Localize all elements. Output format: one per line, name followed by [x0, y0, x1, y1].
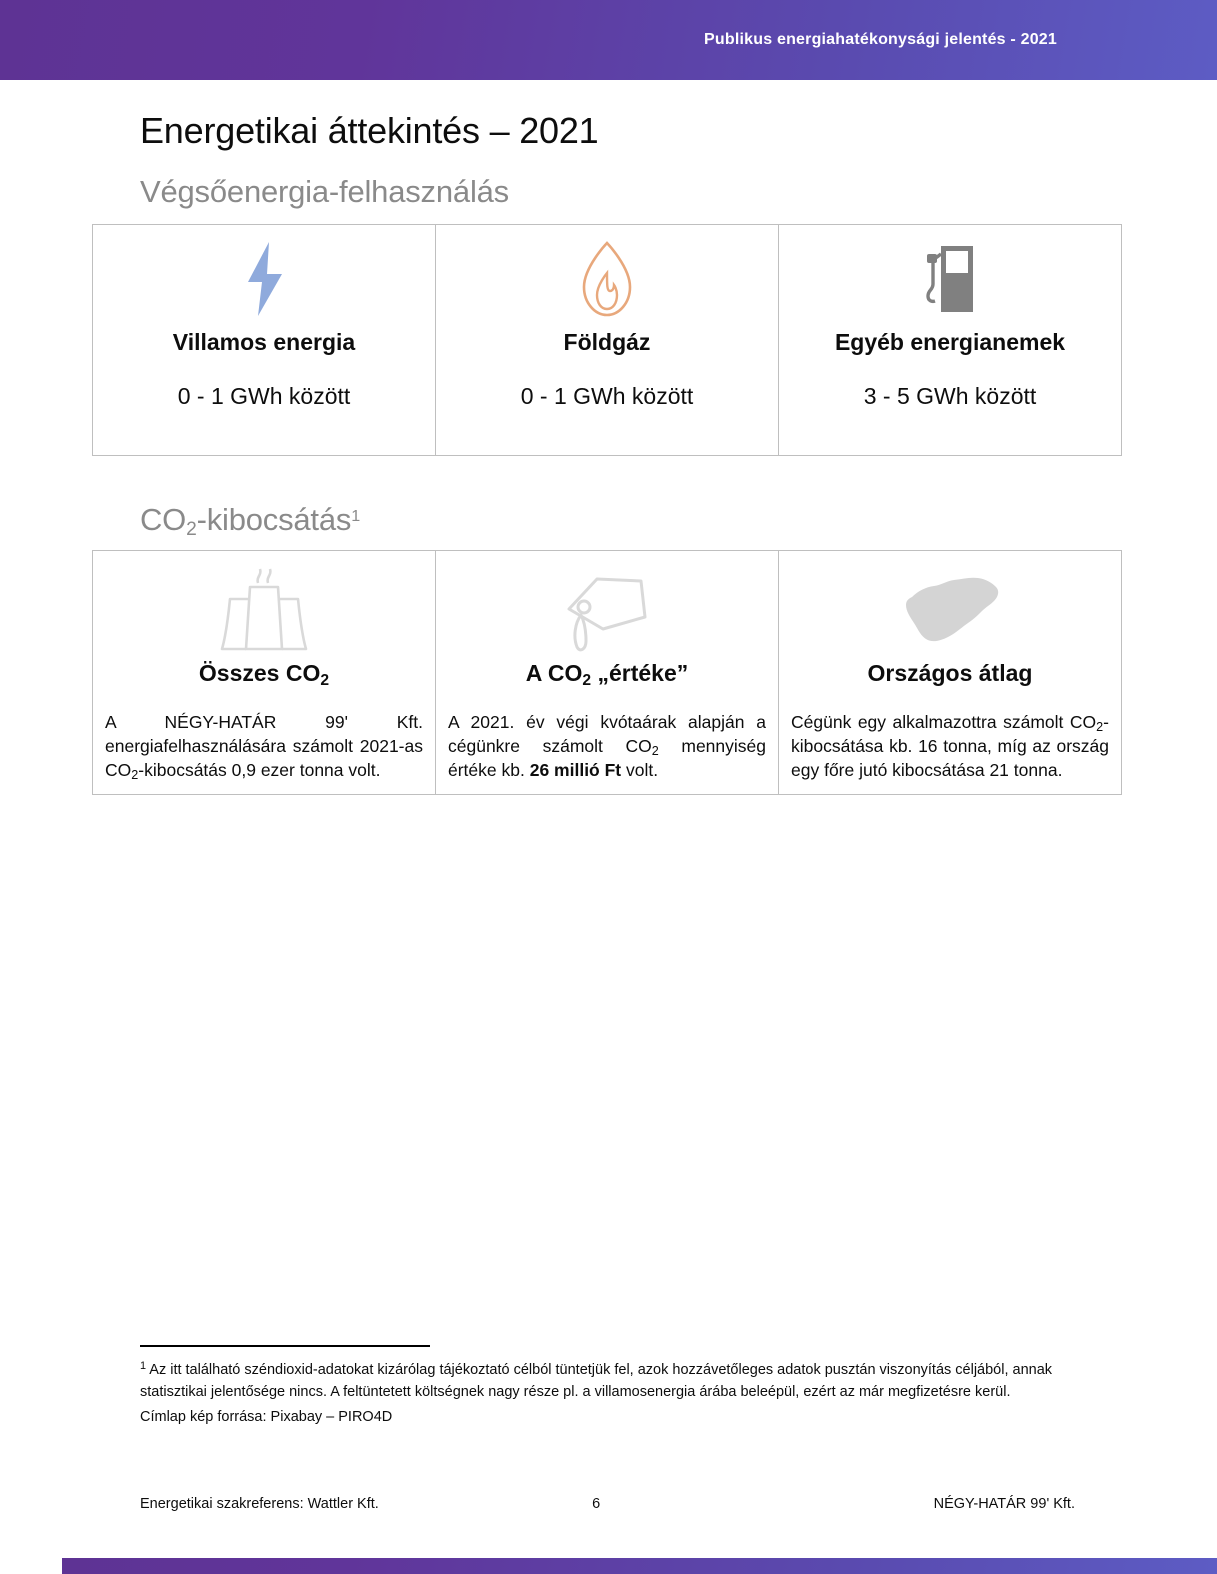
footer-energy-expert: Energetikai szakreferens: Wattler Kft. — [140, 1496, 379, 1512]
co2-body-subscript: 2 — [1096, 719, 1104, 734]
co2-card-value — [436, 551, 779, 795]
energy-card-name: Egyéb energianemek — [834, 329, 1066, 355]
footnote-separator-rule — [140, 1345, 430, 1347]
co2-card-name-prefix: A CO — [525, 660, 583, 686]
section-heading-co2 — [140, 502, 1217, 538]
co2-card-name-suffix: „értéke” — [591, 660, 689, 686]
hungary-map-icon — [791, 561, 1109, 653]
footnote-text — [140, 1359, 1075, 1404]
price-tag-icon — [448, 561, 766, 653]
footnote-image-source: Címlap kép forrása: Pixabay – PIRO4D — [140, 1408, 393, 1425]
co2-body-part1: A NÉGY-HATÁR 99' Kft. energiafelhasználására számolt 2021-as CO — [105, 711, 423, 781]
section-heading-energy: Végsőenergia-felhasználás — [140, 174, 509, 209]
co2-body-part2: -kibocsátása kb. 16 tonna, míg az ország egy főre jutó kibocsátása 21 tonna. — [791, 711, 1109, 781]
page-title: Energetikai áttekintés – 2021 — [140, 110, 599, 151]
co2-card-name — [448, 659, 766, 688]
page-content — [0, 80, 1217, 795]
cooling-tower-icon — [105, 561, 423, 653]
energy-card-other-energy — [779, 225, 1122, 456]
energy-card-value: 0 - 1 GWh között — [177, 382, 351, 409]
header-report-title: Publikus energiahatékonysági jelentés - 2021 — [704, 31, 1057, 48]
page-footer — [140, 1496, 1075, 1512]
energy-card-electricity — [93, 225, 436, 456]
footnote-block — [140, 1345, 1075, 1428]
document-header-banner — [0, 0, 1217, 80]
flame-icon — [446, 237, 768, 321]
energy-card-name: Villamos energia — [172, 329, 356, 355]
co2-card-national-average — [779, 551, 1122, 795]
co2-card-body — [105, 710, 423, 782]
energy-card-value: 3 - 5 GWh között — [863, 382, 1037, 409]
co2-body-part2: -kibocsátás 0,9 ezer tonna volt. — [138, 760, 381, 781]
document-footer-bar — [62, 1558, 1217, 1574]
co2-body-part3: volt. — [621, 760, 659, 781]
energy-card-natural-gas — [436, 225, 779, 456]
energy-card-value: 0 - 1 GWh között — [520, 382, 694, 409]
co2-body-subscript: 2 — [131, 767, 139, 782]
co2-body-part2: mennyiség értéke kb. — [448, 735, 766, 781]
co2-body-subscript: 2 — [651, 743, 659, 758]
footnote-body: Az itt található széndioxid-adatokat kizárólag tájékoztató célból tüntetjük fel, azok hozzávetőleges adatok pusztán viszonyítás céljából, annak statisztikai jelentősége nincs. A feltüntetett költségnek nagy része pl. a villamosenergia árába beleépül, ezért az már megfizetésre kerül. — [140, 1362, 1053, 1401]
co2-heading-subscript: 2 — [186, 518, 197, 540]
energy-card-name: Földgáz — [563, 329, 651, 355]
co2-card-name-prefix: Összes CO — [198, 660, 321, 686]
co2-card-name — [791, 659, 1109, 688]
co2-card-total — [93, 551, 436, 795]
co2-body-part1: A 2021. év végi kvótaárak alapján a cégünkre számolt CO — [448, 711, 766, 756]
co2-card-body — [448, 710, 766, 782]
energy-cards-table — [92, 224, 1122, 456]
co2-cards-table — [92, 550, 1122, 795]
footnote-marker: 1 — [140, 1360, 147, 1373]
co2-card-name — [105, 659, 423, 688]
co2-card-body — [791, 710, 1109, 782]
co2-heading-main: CO — [140, 502, 187, 537]
co2-card-name-subscript: 2 — [582, 671, 592, 689]
fuel-pump-icon — [789, 237, 1111, 321]
co2-card-name-subscript: 2 — [320, 671, 330, 689]
co2-heading-rest: -kibocsátás — [196, 502, 352, 537]
lightning-bolt-icon — [103, 237, 425, 321]
co2-body-part1: Cégünk egy alkalmazottra számolt CO — [791, 711, 1097, 732]
co2-heading-footnote-marker: 1 — [351, 507, 360, 526]
co2-body-bold: 26 millió Ft — [529, 760, 622, 781]
footer-company-name: NÉGY-HATÁR 99' Kft. — [933, 1496, 1075, 1512]
footer-page-number: 6 — [592, 1496, 601, 1512]
co2-card-name-prefix: Országos átlag — [867, 660, 1033, 686]
